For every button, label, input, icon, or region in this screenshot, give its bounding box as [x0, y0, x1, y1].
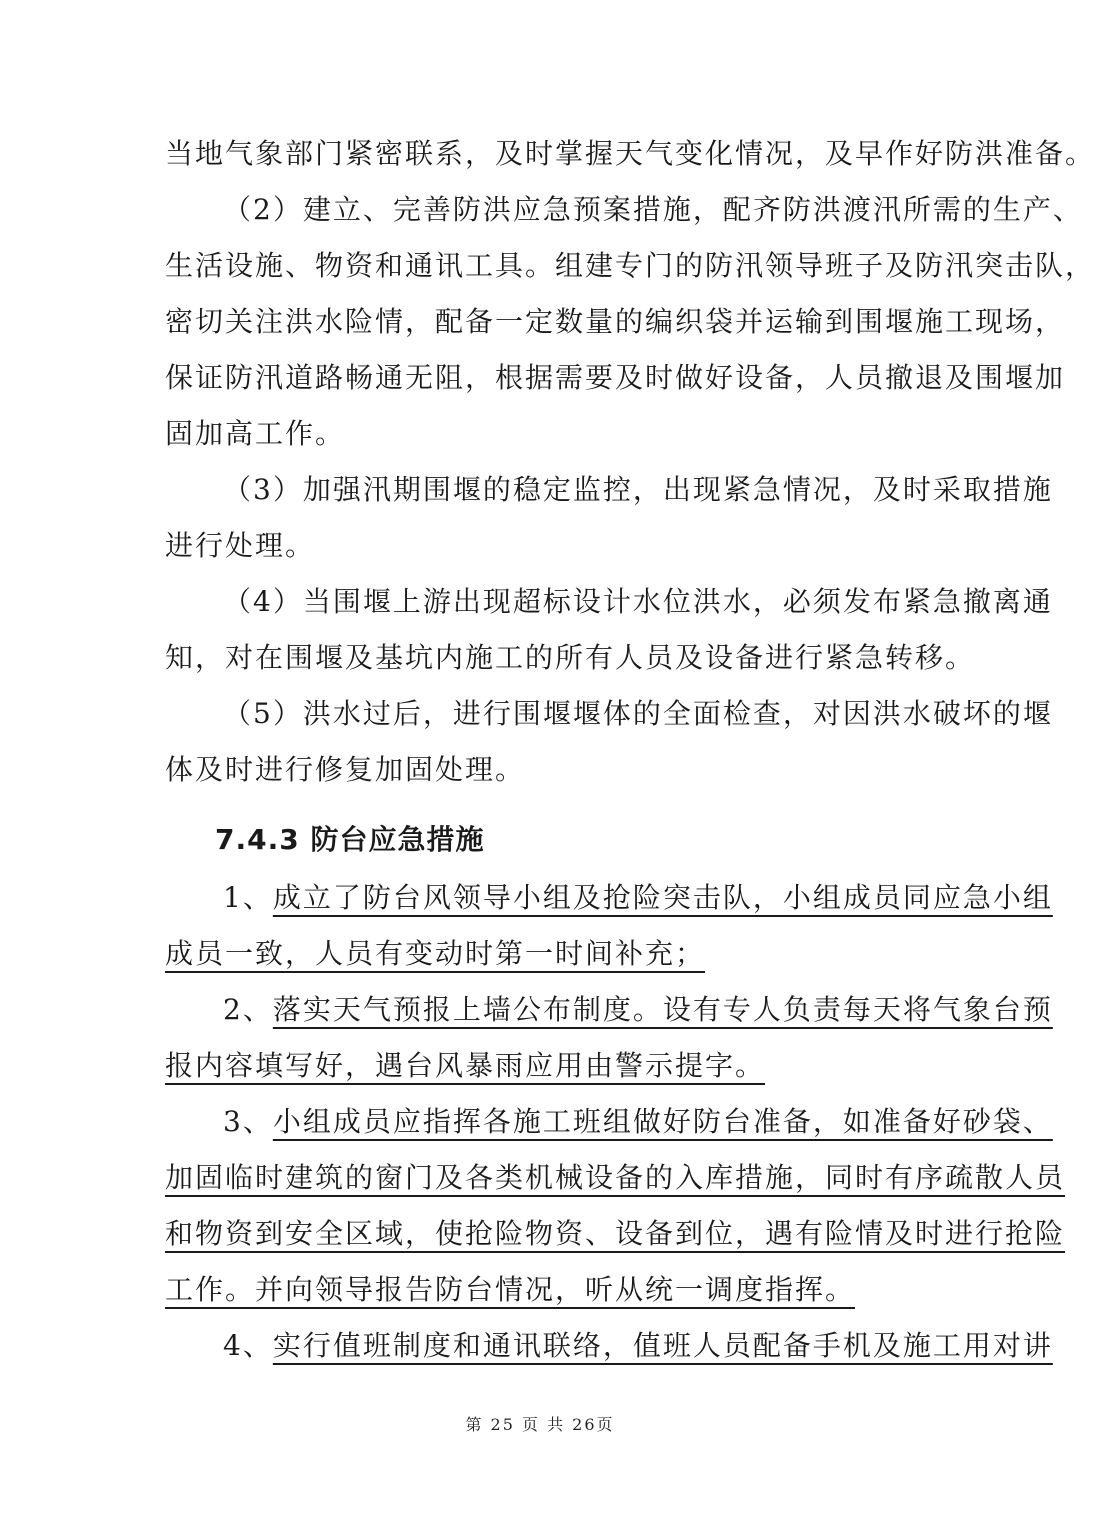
text-line: 密切关注洪水险情，配备一定数量的编织袋并运输到围堰施工现场，: [165, 305, 1066, 338]
text-line: （3）加强汛期围堰的稳定监控，出现紧急情况，及时采取措施: [223, 473, 1053, 506]
text-line: （4）当围堰上游出现超标设计水位洪水，必须发布紧急撤离通: [223, 585, 1053, 618]
underlined-text: 报内容填写好，遇台风暴雨应用由警示提字。: [165, 1049, 766, 1082]
underlined-text: 和物资到安全区域，使抢险物资、设备到位，遇有险情及时进行抢险: [165, 1217, 1066, 1250]
text-line: 进行处理。: [165, 529, 316, 562]
list-item-line: [165, 1206, 1066, 1262]
underlined-text: 实行值班制度和通讯联络，值班人员配备手机及施工用对讲: [272, 1329, 1053, 1362]
page-footer: [0, 1412, 1080, 1435]
underlined-text: 落实天气预报上墙公布制度。设有专人负责每天将气象台预: [272, 993, 1053, 1026]
list-item-first-line: [165, 1094, 1053, 1150]
list-item-line: [165, 1150, 1066, 1206]
list-item-line: [165, 1038, 920, 1094]
section-heading: 7.4.3 防台应急措施: [215, 823, 485, 856]
underlined-text: 小组成员应指挥各施工班组做好防台准备，如准备好砂袋、: [272, 1105, 1053, 1138]
text-line: 体及时进行修复加固处理。: [165, 753, 526, 786]
text-line: 生活设施、物资和通讯工具。组建专门的防汛领导班子及防汛突击队，: [165, 249, 1095, 282]
underlined-text: 工作。并向领导报告防台情况，听从统一调度指挥。: [165, 1273, 856, 1306]
list-item-first-line: [165, 982, 1053, 1038]
list-number: 4、: [223, 1329, 273, 1362]
underlined-text: 成员一致，人员有变动时第一时间补充；: [165, 937, 706, 970]
text-line: （5）洪水过后，进行围堰堰体的全面检查，对因洪水破坏的堰: [223, 697, 1053, 730]
list-item: [165, 982, 1053, 1094]
list-item-first-line: [165, 870, 1053, 926]
text-line: 知，对在围堰及基坑内施工的所有人员及设备进行紧急转移。: [165, 641, 976, 674]
section-heading-block: [165, 812, 920, 868]
underlined-text: 加固临时建筑的窗门及各类机械设备的入库措施，同时有序疏散人员: [165, 1161, 1066, 1194]
list-number: 2、: [223, 993, 273, 1026]
underlined-text: 成立了防台风领导小组及抢险突击队，小组成员同应急小组: [272, 881, 1053, 914]
measures-list: [165, 870, 1066, 1374]
list-item-line: [165, 1262, 920, 1318]
body-text: [165, 126, 1095, 798]
list-item-first-line: [165, 1318, 1053, 1374]
text-line: 保证防汛道路畅通无阻，根据需要及时做好设备，人员撤退及围堰加: [165, 361, 1066, 394]
text-line: 当地气象部门紧密联系，及时掌握天气变化情况，及早作好防洪准备。: [165, 137, 1095, 170]
text-line: （2）建立、完善防洪应急预案措施，配齐防洪渡汛所需的生产、: [223, 193, 1083, 226]
list-item: [165, 1318, 1053, 1374]
page-number: 第 25 页 共 26页: [465, 1415, 615, 1434]
list-item-line: [165, 926, 920, 982]
text-line: 固加高工作。: [165, 417, 346, 450]
list-number: 3、: [223, 1105, 273, 1138]
list-item: [165, 1094, 1066, 1318]
list-item: [165, 870, 1053, 982]
list-number: 1、: [223, 881, 273, 914]
